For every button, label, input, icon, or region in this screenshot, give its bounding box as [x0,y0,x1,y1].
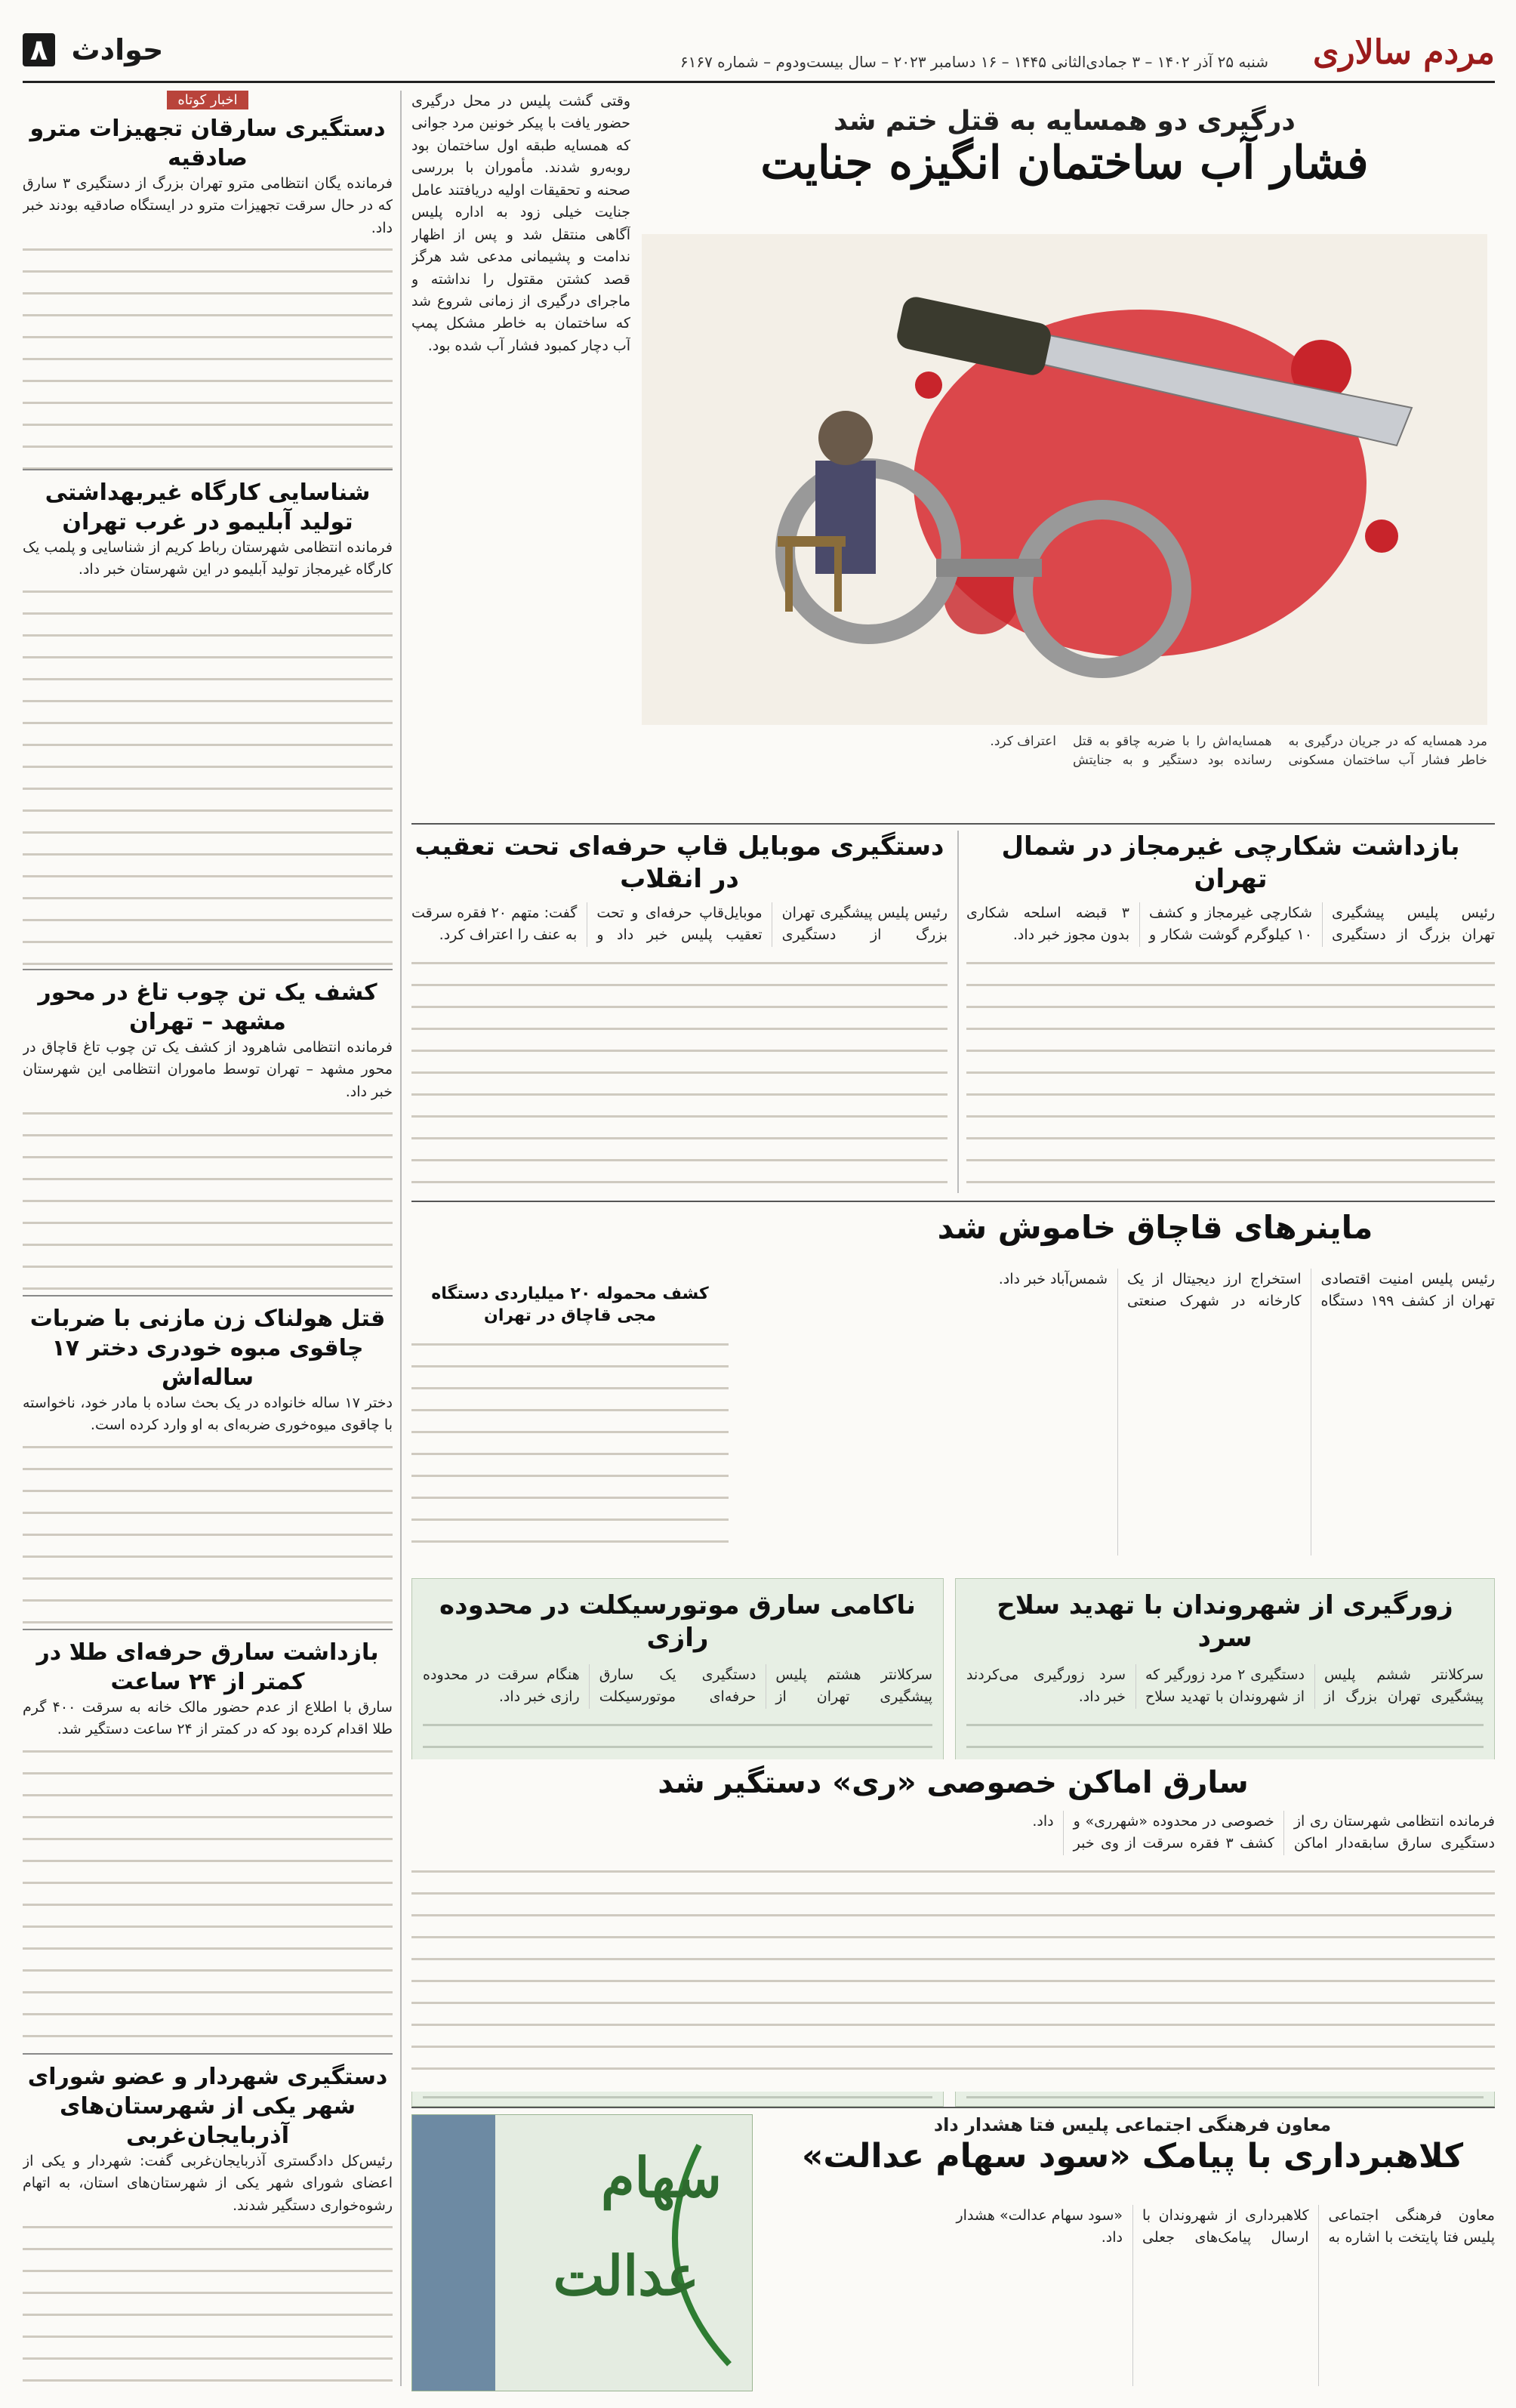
story-text-block [411,1861,1495,2088]
story-subhead: کشف محموله ۲۰ میلیاردی دستگاه مجی قاچاق در تهران [431,1284,709,1325]
brief-text-block [23,2217,393,2386]
lead-illustration [642,234,1487,725]
brief-item [23,469,393,969]
masthead [23,30,1495,83]
story-hunter-arrest [966,831,1495,1193]
story-body: سرکلانتر ششم پلیس پیشگیری تهران بزرگ از دستگیری ۲ مرد زورگیر که از شهروندان با تهدید سلاح سرد زورگیری می‌کردند خبر داد. [966,1666,1484,1706]
brief-body: رئیس‌کل دادگستری آذربایجان‌غربی گفت: شهردار و یکی از اعضای شورای شهر یکی از شهرستان‌های استان، به اتهام رشوه‌خواری دستگیر شدند. [23,2153,393,2214]
brief-body: فرمانده یگان انتظامی مترو تهران بزرگ از دستگیری ۳ سارق که در حال سرقت تجهیزات مترو در ایستگاه صادقیه بودند خبر داد. [23,175,393,236]
section-divider [411,823,1495,825]
image-word-justice: عدالت [553,2243,699,2308]
story-body: رئیس پلیس پیشگیری تهران بزرگ از دستگیری موبایل‌قاپ حرفه‌ای و تحت تعقیب پلیس خبر داد و گفت: متهم ۲۰ فقره سرقت به عنف را اعتراف کرد. [411,905,948,944]
section-divider [411,1201,1495,1202]
story-justice-shares-scam [411,2114,1495,2394]
brief-body: فرمانده انتظامی شاهرود از کشف یک تن چوب تاغ قاچاق در محور مشهد – تهران توسط ماموران انتظامی این شهرستان خبر داد. [23,1039,393,1100]
story-phone-thief-arrest [411,831,948,1193]
story-title: بازداشت شکارچی غیرمجاز در شمال تهران [1001,831,1460,894]
story-title: ماینرهای قاچاق خاموش شد [937,1209,1373,1246]
section-divider [411,2107,1495,2108]
section-name: حوادث [71,33,164,66]
brief-title: دستگیری شهردار و عضو شورای شهر یکی از شهرستان‌های آذربایجان‌غربی [27,2064,388,2149]
story-text-block [411,953,948,1193]
column-divider [400,91,402,2386]
lead-story [411,91,1495,816]
story-miners [411,1208,1495,1571]
story-text-block [411,1334,729,1561]
brief-body: دختر ۱۷ ساله خانواده در یک بحث ساده با مادر خود، ناخواسته با چاقوی میوه‌خوری ضربه‌ای به او وارد کرده است. [23,1395,393,1434]
story-rey-thief [411,1759,1495,2092]
lead-body: وقتی گشت پلیس در محل درگیری حضور یافت با پیکر خونین مرد جوانی که همسایه طبقه اول ساختمان بود روبه‌رو شدند. مأموران با بررسی صحنه و تحقیقات اولیه دریافتند عامل جنایت خیلی زود به اداره پلیس آگاهی منتقل شد و پس از اظهار ندامت و پشیمانی مدعی شد هرگز قصد کشتن مقتول را نداشته و ماجرای درگیری از زمانی شروع شد که ساختمان به خاطر مشکل پمپ آب دچار کمبود فشار آب شده بود. [411,93,630,354]
brief-title: دستگیری سارقان تجهیزات مترو صادقیه [29,116,386,171]
story-body: فرمانده انتظامی شهرستان ری از دستگیری سارق سابقه‌دار اماکن خصوصی در محدوده «شهرری» و کشف ۳ فقره سرقت از وی خبر داد. [1032,1813,1495,1852]
page-number: ۸ [23,33,55,66]
brief-title: قتل هولناک زن مازنی با ضربات چاقوی مبوه خودری دختر ۱۷ ساله‌اش [29,1306,386,1391]
justice-shares-image [411,2114,753,2391]
brief-item [23,114,393,469]
brief-body: سارق با اطلاع از عدم حضور مالک خانه به سرقت ۴۰۰ گرم طلا اقدام کرده بود که در کمتر از ۲۴ ساعت دستگیر شد. [23,1699,393,1738]
brief-item [23,1629,393,2053]
story-kicker: معاون فرهنگی اجتماعی پلیس فتا هشدار داد [933,2114,1332,2135]
story-body: رئیس پلیس پیشگیری تهران بزرگ از دستگیری شکارچی غیرمجاز و کشف ۱۰ کیلوگرم گوشت شکار و ۳ قبضه اسلحه شکاری بدون مجوز خبر داد. [966,905,1495,944]
brief-item [23,1295,393,1629]
brief-text-block [23,581,393,969]
brief-body: فرمانده انتظامی شهرستان رباط کریم از شناسایی و پلمب یک کارگاه غیرمجاز تولید آبلیمو در این شهرستان خبر داد. [23,539,393,578]
story-title: دستگیری موبایل قاپ حرفه‌ای تحت تعقیب در انقلاب [414,831,944,894]
brief-item [23,2053,393,2386]
story-body: رئیس پلیس امنیت اقتصادی تهران از کشف ۱۹۹ دستگاه استخراج ارز دیجیتال از یک کارخانه در شهرک صنعتی شمس‌آباد خبر داد. [998,1271,1495,1310]
story-text-block [966,953,1495,1193]
story-title: کلاهبرداری با پیامک «سود سهام عدالت» [801,2137,1464,2175]
brief-text-block [23,1103,393,1295]
lead-headline-block [642,106,1487,190]
knife-handcuff-illustration [642,234,1487,725]
story-side-panel [411,1208,729,1555]
briefs-label: اخبار کوتاه [167,91,248,109]
brief-text-block [23,239,393,469]
brief-title: کشف یک تن چوب تاغ در محور مشهد – تهران [38,979,377,1035]
lead-headline: فشار آب ساختمان انگیزه جنایت [760,137,1369,190]
story-body: معاون فرهنگی اجتماعی پلیس فتا پایتخت با اشاره به کلاهبرداری از شهروندان با ارسال پیامک‌های جعلی «سود سهام عدالت» هشدار داد. [956,2207,1495,2246]
brief-text-block [23,1437,393,1629]
briefs-column [23,91,393,2386]
column-divider [957,831,959,1193]
brief-text-block [23,1741,393,2053]
issue-date-line: شنبه ۲۵ آذر ۱۴۰۲ – ۳ جمادی‌الثانی ۱۴۴۵ – ۱۶ دسامبر ۲۰۲۳ – سال بیست‌ودوم – شماره ۶۱۶۷ [679,53,1268,71]
lead-kicker: درگیری دو همسایه به قتل ختم شد [833,106,1296,137]
story-title: سارق اماکن خصوصی «ری» دستگیر شد [658,1765,1249,1800]
lead-caption: مرد همسایه که در جریان درگیری به خاطر فشار آب ساختمان مسکونی همسایه‌اش را با ضربه چاقو به قتل رسانده بود دستگیر و به جنایتش اعتراف کرد. [990,734,1487,768]
image-word-shares: سهام [600,2145,722,2209]
brief-item [23,969,393,1295]
story-body: سرکلانتر هشتم پلیس پیشگیری تهران از دستگیری یک سارق حرفه‌ای موتورسیکلت هنگام سرقت در محدوده رازی خبر داد. [423,1666,932,1706]
story-title: زورگیری از شهروندان با تهدید سلاح سرد [997,1590,1453,1653]
section-header [23,33,163,66]
story-title: ناکامی سارق موتورسیکلت در محدوده رازی [439,1590,916,1653]
brief-title: شناسایی کارگاه غیربهداشتی تولید آبلیمو در غرب تهران [45,479,371,535]
newspaper-logo: مردم سالاری [1312,33,1495,72]
brief-title: بازداشت سارق حرفه‌ای طلا در کمتر از ۲۴ ساعت [36,1639,379,1695]
